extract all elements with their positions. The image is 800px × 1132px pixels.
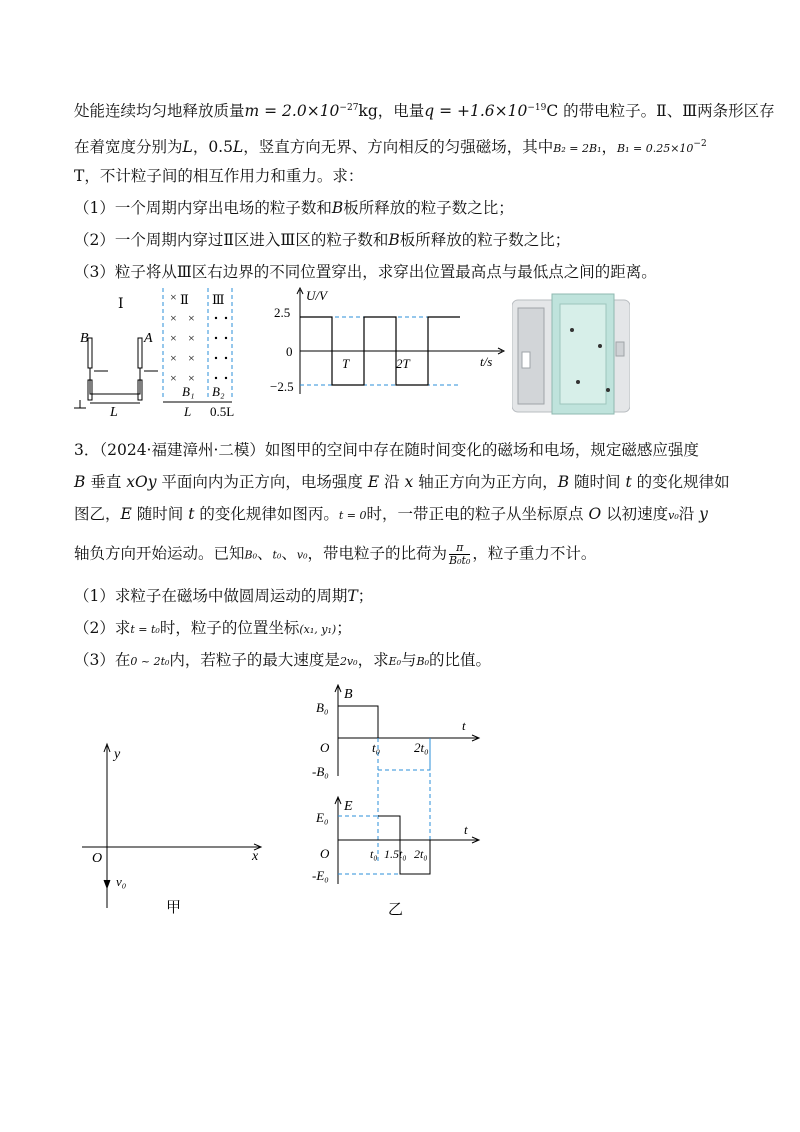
minus-e0-label: -E₀ bbox=[312, 868, 329, 883]
formula: (x₁, y₁) bbox=[299, 623, 337, 636]
field-time-diagrams bbox=[308, 684, 488, 924]
plate-b-label: B bbox=[80, 331, 89, 346]
text: 沿 bbox=[379, 473, 405, 491]
var: L bbox=[232, 138, 244, 157]
screw bbox=[598, 344, 602, 348]
t-label: t bbox=[462, 718, 466, 733]
var: t₀ bbox=[272, 548, 282, 562]
glass-inner bbox=[560, 304, 606, 404]
plate-a bbox=[138, 338, 142, 368]
voltage-chart bbox=[270, 286, 510, 406]
text: ，粒子重力不计。 bbox=[472, 544, 597, 563]
b-curve bbox=[338, 706, 378, 738]
e0-label: E₀ bbox=[316, 810, 329, 825]
origin-label: O bbox=[92, 851, 103, 866]
text: ，0.5 bbox=[192, 138, 233, 157]
region-3-width: 0.5L bbox=[210, 404, 235, 416]
coordinate-diagram bbox=[78, 740, 268, 920]
t-label: t bbox=[464, 822, 468, 837]
minus-b0-label: -B₀ bbox=[312, 764, 329, 779]
device-photo bbox=[512, 290, 630, 420]
svg-text:×: × bbox=[188, 351, 195, 365]
formula-charge: q = +1.6×10 bbox=[424, 102, 528, 121]
problem-3-line bbox=[74, 542, 596, 567]
var: E bbox=[367, 473, 380, 491]
formula-b2: B₂ = 2B₁ bbox=[553, 142, 602, 156]
text: 的变化规律如 bbox=[631, 473, 730, 491]
text: ，求 bbox=[357, 651, 389, 669]
problem-3-line: 3．（2024·福建漳州·二模）如图甲的空间中存在随时间变化的磁场和电场，规定磁感应强度 bbox=[74, 441, 699, 459]
1.5t0-label: 1.5t₀ bbox=[384, 847, 407, 861]
x-tick-label: 2T bbox=[396, 356, 410, 371]
t0-label: t₀ bbox=[372, 740, 381, 755]
formula: t = t₀ bbox=[130, 623, 160, 636]
text: ，竖直方向无界、方向相反的匀强磁场，其中 bbox=[243, 138, 554, 157]
b1-label: B₁ bbox=[182, 384, 195, 399]
text: C 的带电粒子。Ⅱ、Ⅲ两条形区存 bbox=[546, 102, 775, 121]
text: 、 bbox=[281, 544, 297, 563]
var: B₀ bbox=[416, 655, 430, 668]
svg-text:×: × bbox=[188, 331, 195, 345]
y-tick-label: −2.5 bbox=[270, 379, 294, 394]
exponent: −27 bbox=[339, 103, 359, 113]
var: B bbox=[388, 231, 400, 249]
device-slot bbox=[522, 352, 530, 368]
numerator: π bbox=[449, 542, 470, 555]
region-2-width: L bbox=[184, 404, 192, 416]
text-line: T，不计粒子间的相互作用力和重力。求： bbox=[74, 167, 364, 185]
screw bbox=[576, 380, 580, 384]
b-label: B bbox=[344, 687, 353, 702]
question-1 bbox=[74, 198, 514, 218]
y-axis-label: U/V bbox=[306, 288, 327, 303]
wire bbox=[90, 368, 140, 394]
svg-text:×: × bbox=[170, 351, 177, 365]
width-label: L bbox=[110, 405, 118, 416]
text: 处能连续均匀地释放质量 bbox=[74, 102, 245, 121]
x-tick-label: T bbox=[342, 356, 350, 371]
b0-label: B₀ bbox=[316, 700, 329, 715]
question-2 bbox=[74, 230, 570, 250]
var: y bbox=[699, 505, 708, 523]
apparatus-diagram bbox=[60, 286, 260, 416]
text: （3）在 bbox=[74, 651, 131, 669]
t0-label: t₀ bbox=[370, 847, 378, 861]
question-3: （3）粒子将从Ⅲ区右边界的不同位置穿出，求穿出位置最高点与最低点之间的距离。 bbox=[74, 263, 657, 281]
formula-b1: B₁ = 0.25×10 bbox=[617, 142, 694, 156]
var: L bbox=[182, 138, 193, 157]
text: 内，若粒子的最大速度是 bbox=[169, 651, 340, 669]
var: x bbox=[404, 473, 414, 491]
formula: t = 0 bbox=[338, 509, 367, 522]
x-label: x bbox=[252, 849, 259, 864]
text: ，带电粒子的比荷为 bbox=[307, 544, 448, 563]
var: E₀ bbox=[388, 655, 402, 668]
text-line bbox=[74, 134, 707, 159]
var: v₀ bbox=[668, 509, 679, 522]
text: 图乙， bbox=[74, 505, 121, 523]
text: 、 bbox=[257, 544, 273, 563]
question-3 bbox=[74, 650, 491, 672]
fraction bbox=[449, 542, 470, 567]
formula-mass: m = 2.0×10 bbox=[244, 102, 340, 121]
caption-yi: 乙 bbox=[388, 902, 404, 918]
region-1-label: Ⅰ bbox=[118, 297, 124, 312]
plate-b bbox=[88, 338, 92, 368]
y-tick-label: 2.5 bbox=[274, 305, 291, 320]
text: ， bbox=[601, 138, 617, 157]
y-label: y bbox=[114, 747, 121, 762]
svg-text:×: × bbox=[170, 290, 177, 304]
text: 平面向内为正方向，电场强度 bbox=[156, 473, 368, 491]
text: （2）一个周期内穿过Ⅱ区进入Ⅲ区的粒子数和 bbox=[74, 231, 389, 249]
text: 板所释放的粒子数之比； bbox=[399, 231, 571, 249]
var: B₀ bbox=[244, 548, 258, 562]
caption-jia: 甲 bbox=[166, 900, 182, 916]
text: 轴正方向为正方向， bbox=[413, 473, 558, 491]
text: 与 bbox=[401, 651, 417, 669]
region-2-label: Ⅱ bbox=[180, 292, 189, 307]
field-dots bbox=[215, 317, 227, 379]
text: 在着宽度分别为 bbox=[74, 138, 183, 157]
device-handle bbox=[616, 342, 624, 356]
text: 时，粒子的位置坐标 bbox=[159, 619, 300, 637]
plate-a-label: A bbox=[144, 331, 153, 346]
formula: 2v₀ bbox=[339, 655, 358, 668]
x-axis-label: t/s bbox=[480, 354, 493, 369]
text: 随时间 bbox=[131, 505, 189, 523]
text: 随时间 bbox=[569, 473, 626, 491]
text: （1）求粒子在磁场中做圆周运动的周期 bbox=[74, 587, 348, 605]
text: 的变化规律如图丙。 bbox=[194, 505, 339, 523]
v0-label: v₀ bbox=[116, 874, 127, 889]
text: ； bbox=[357, 587, 374, 605]
e-curve bbox=[378, 816, 430, 874]
screw bbox=[606, 388, 610, 392]
denominator: B₀t₀ bbox=[449, 554, 471, 567]
text: （1）一个周期内穿出电场的粒子数和 bbox=[74, 199, 332, 217]
exponent: −2 bbox=[693, 139, 707, 149]
problem-3-line bbox=[74, 472, 730, 492]
2t0-label: 2t₀ bbox=[414, 847, 428, 861]
text: 板所释放的粒子数之比； bbox=[343, 199, 514, 217]
var: B bbox=[74, 473, 86, 491]
question-2 bbox=[74, 618, 352, 640]
var: B bbox=[331, 199, 344, 217]
text: 以初速度 bbox=[601, 505, 669, 523]
origin-label: O bbox=[320, 846, 330, 861]
problem-3-line bbox=[74, 504, 708, 526]
svg-text:×: × bbox=[188, 371, 195, 385]
text: 垂直 bbox=[85, 473, 127, 491]
var: t bbox=[625, 473, 632, 491]
svg-text:×: × bbox=[170, 331, 177, 345]
e-label: E bbox=[344, 799, 353, 814]
region-3-label: Ⅲ bbox=[212, 292, 225, 307]
var: E bbox=[120, 505, 132, 523]
var: B bbox=[557, 473, 570, 491]
text: 沿 bbox=[678, 505, 700, 523]
var: t bbox=[188, 505, 195, 523]
screw bbox=[570, 328, 574, 332]
2t0-label: 2t₀ bbox=[414, 740, 429, 755]
text: ； bbox=[336, 619, 352, 637]
var: xOy bbox=[126, 473, 157, 491]
b2-label: B₂ bbox=[212, 384, 225, 399]
text: 轴负方向开始运动。已知 bbox=[74, 544, 245, 563]
text: kg，电量 bbox=[358, 102, 425, 121]
velocity-arrow bbox=[104, 880, 110, 888]
svg-text:×: × bbox=[170, 371, 177, 385]
text-line bbox=[74, 98, 775, 121]
origin-label: O bbox=[320, 740, 330, 755]
svg-text:×: × bbox=[188, 311, 195, 325]
svg-text:×: × bbox=[170, 311, 177, 325]
var: v₀ bbox=[296, 548, 308, 562]
question-1 bbox=[74, 586, 373, 606]
text: 的比值。 bbox=[429, 651, 492, 669]
var: O bbox=[588, 505, 602, 523]
text: （2）求 bbox=[74, 619, 131, 637]
exponent: −19 bbox=[527, 103, 547, 113]
y-tick-label: 0 bbox=[286, 344, 293, 359]
text: 时，一带正电的粒子从坐标原点 bbox=[366, 505, 589, 523]
var: T bbox=[347, 587, 358, 605]
formula: 0 ~ 2t₀ bbox=[130, 655, 170, 668]
